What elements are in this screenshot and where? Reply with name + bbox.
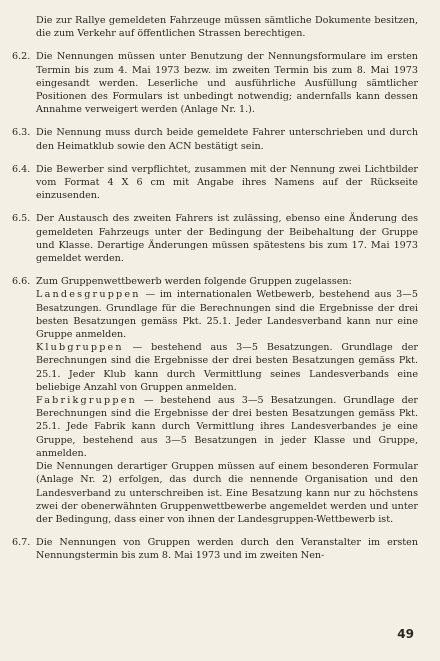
section-number: 6.3. [12, 127, 31, 139]
section-6-2 [12, 50, 418, 116]
section-6-4 [12, 163, 418, 203]
group-closing: Die Nennungen derartiger Gruppen müssen auf einem besonderen Formular (Anlage Nr. 2) erfolgen, das durch die nennende Organisation und den Landesverband zu unterschreiben ist. Eine Besatzung kann nur zu höchstens zwei der obenerwähnten Gruppenwettbewerbe angemeldet werden und unter der Bedingung, dass einer von ihnen der Landesgruppen-Wettbewerb ist. [36, 461, 418, 525]
section-6-3 [12, 126, 418, 152]
section-6-7 [12, 536, 418, 562]
section-number: 6.6. [12, 276, 31, 288]
group-text: — bestehend aus 3—5 Besatzungen. Grundlage der Berechnungen sind die Ergebnisse der drei besten Besatzungen gemäss Pkt. 25.1. Jede Fabrik kann durch Vermittlung ihres Landesverbandes je eine Gruppe, bestehend aus 3—5 Besatzungen in jeder Klasse und Gruppe, anmelden. [36, 395, 418, 459]
group-fabrikgruppen [36, 394, 418, 460]
section-text: Die Nennungen müssen unter Benutzung der Nennungsformulare im ersten Termin bis zum 4. Mai 1973 bezw. im zweiten Termin bis zum 8. Mai 1973 eingesandt werden. Leserliche und ausführliche Ausfüllung sämtlicher Positionen des Formulars ist unbedingt notwendig; andernfalls kann dessen Annahme verweigert werden (Anlage Nr. 1.). [36, 51, 418, 116]
intro-paragraph: Die zur Rallye gemeldeten Fahrzeuge müssen sämtliche Dokumente besitzen, die zum Verkehr auf öffentlichen Strassen berechtigen. [36, 15, 418, 40]
section-text: Die Nennung muss durch beide gemeldete Fahrer unterschrieben und durch den Heimatklub sowie den ACN bestätigt sein. [36, 127, 418, 152]
page-number: 49 [397, 626, 414, 641]
group-intro: Zum Gruppenwettbewerb werden folgende Gruppen zugelassen: [36, 276, 352, 288]
section-number: 6.4. [12, 163, 31, 175]
section-number: 6.7. [12, 537, 31, 549]
group-text: — bestehend aus 3—5 Besatzungen. Grundlage der Berechnungen sind die Ergebnisse der drei besten Besatzungen gemäss Pkt. 25.1. Jeder Klub kann durch Vermittlung seines Landesverbands eine beliebige Anzahl von Gruppen anmelden. [36, 342, 418, 393]
section-text: Der Austausch des zweiten Fahrers ist zulässing, ebenso eine Änderung des gemeldeten Fahrzeugs unter der Bedingung der Beibehaltung der Gruppe und Klasse. Derartige Änderungen müssen spätestens bis zum 17. Mai 1973 gemeldet werden. [36, 213, 418, 265]
section-number: 6.5. [12, 213, 31, 225]
group-name: Klubgruppen [36, 342, 124, 354]
section-body [36, 275, 418, 526]
section-6-5 [12, 212, 418, 265]
section-text: Die Bewerber sind verpflichtet, zusammen mit der Nennung zwei Lichtbilder vom Format 4 X 6 cm mit Angabe ihres Namens auf der Rückseite einzusenden. [36, 163, 418, 202]
group-name: Landesgruppen [36, 289, 141, 301]
group-landesgruppen [36, 288, 418, 341]
group-name: Fabrikgruppen [36, 395, 137, 407]
section-number: 6.2. [12, 51, 31, 63]
group-klubgruppen [36, 341, 418, 394]
section-6-6 [12, 275, 418, 526]
group-text: — im internationalen Wetbewerb, bestehend aus 3—5 Besatzungen. Grundlage für die Berechnungen sind die Ergebnisse der drei besten Besatzungen gemäss Pkt. 25.1. Jeder Landesverband kann nur eine Gruppe anmelden. [36, 289, 418, 341]
section-text: Die Nennungen von Gruppen werden durch den Veranstalter im ersten Nennungstermin bis zum 8. Mai 1973 und im zweiten Nen- [36, 537, 418, 562]
